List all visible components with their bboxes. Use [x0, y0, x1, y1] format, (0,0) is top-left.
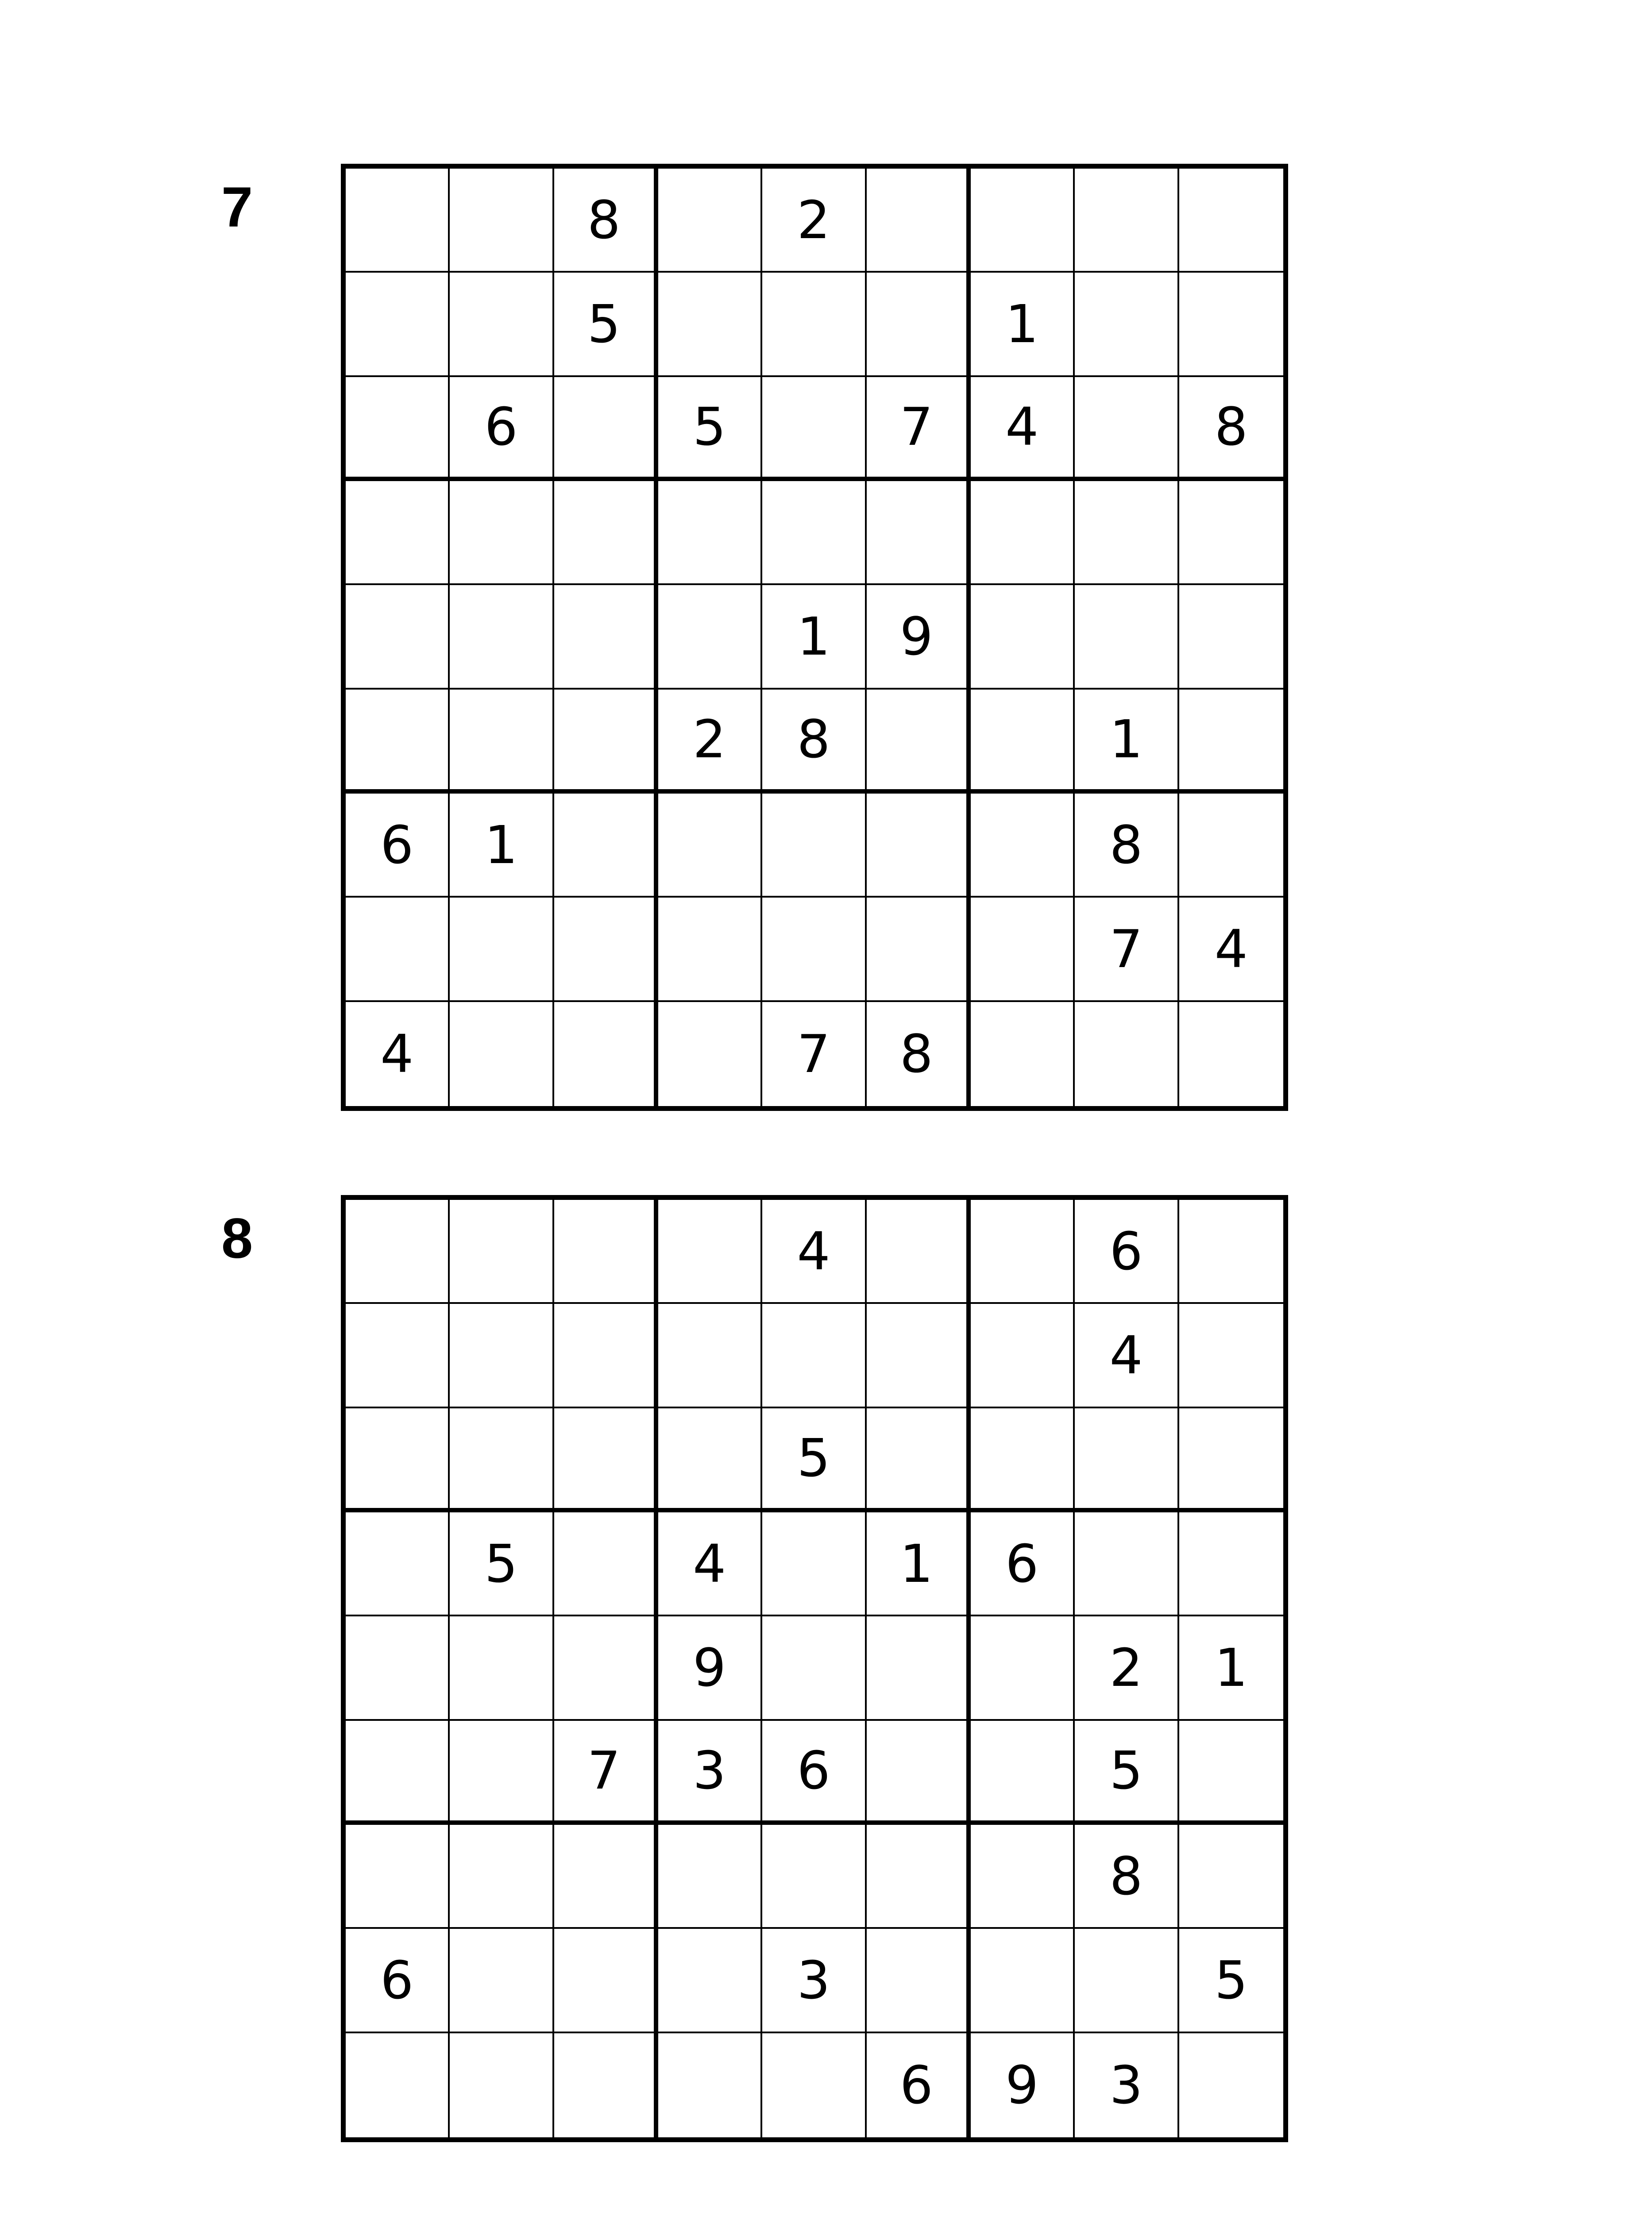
- sudoku-cell[interactable]: [658, 1002, 762, 1106]
- sudoku-cell[interactable]: [1179, 1825, 1283, 1929]
- sudoku-cell[interactable]: [554, 1616, 658, 1720]
- sudoku-cell[interactable]: [554, 690, 658, 794]
- sudoku-cell[interactable]: 8: [762, 690, 866, 794]
- sudoku-cell[interactable]: [971, 1721, 1075, 1825]
- sudoku-cell[interactable]: 6: [450, 377, 554, 481]
- sudoku-cell[interactable]: [1179, 1512, 1283, 1616]
- sudoku-cell[interactable]: [554, 377, 658, 481]
- sudoku-cell[interactable]: [450, 1721, 554, 1825]
- sudoku-cell[interactable]: [554, 481, 658, 585]
- sudoku-cell[interactable]: [762, 898, 866, 1002]
- sudoku-cell[interactable]: [346, 1721, 450, 1825]
- sudoku-cell[interactable]: [971, 794, 1075, 898]
- sudoku-cell[interactable]: [971, 898, 1075, 1002]
- sudoku-cell[interactable]: [762, 1616, 866, 1720]
- sudoku-cell[interactable]: 7: [867, 377, 971, 481]
- sudoku-cell[interactable]: [450, 1200, 554, 1304]
- sudoku-cell[interactable]: [1075, 585, 1179, 689]
- sudoku-cell[interactable]: [867, 1616, 971, 1720]
- sudoku-cell[interactable]: [1179, 585, 1283, 689]
- sudoku-cell[interactable]: [554, 1512, 658, 1616]
- sudoku-cell[interactable]: [1179, 1304, 1283, 1408]
- sudoku-cell[interactable]: 5: [1075, 1721, 1179, 1825]
- sudoku-cell[interactable]: [346, 690, 450, 794]
- sudoku-cell[interactable]: [554, 1200, 658, 1304]
- sudoku-cell[interactable]: 8: [1075, 794, 1179, 898]
- sudoku-cell[interactable]: [346, 1408, 450, 1512]
- sudoku-cell[interactable]: [554, 1825, 658, 1929]
- sudoku-cell[interactable]: [450, 585, 554, 689]
- sudoku-cell[interactable]: [1075, 169, 1179, 273]
- sudoku-cell[interactable]: [1075, 1408, 1179, 1512]
- sudoku-cell[interactable]: 6: [971, 1512, 1075, 1616]
- sudoku-cell[interactable]: [1075, 1929, 1179, 2033]
- sudoku-cell[interactable]: [971, 690, 1075, 794]
- sudoku-cell[interactable]: [762, 377, 866, 481]
- sudoku-cell[interactable]: [450, 1929, 554, 2033]
- sudoku-cell[interactable]: [867, 1825, 971, 1929]
- sudoku-cell[interactable]: 1: [971, 273, 1075, 377]
- sudoku-cell[interactable]: 4: [1075, 1304, 1179, 1408]
- sudoku-cell[interactable]: 5: [658, 377, 762, 481]
- sudoku-cell[interactable]: [450, 1408, 554, 1512]
- sudoku-cell[interactable]: 9: [658, 1616, 762, 1720]
- puzzle-number-label: 7: [221, 176, 253, 239]
- sudoku-cell[interactable]: [1179, 481, 1283, 585]
- sudoku-cell[interactable]: [554, 794, 658, 898]
- sudoku-cell[interactable]: [1075, 481, 1179, 585]
- sudoku-cell[interactable]: [867, 1200, 971, 1304]
- sudoku-cell[interactable]: 6: [762, 1721, 866, 1825]
- sudoku-cell[interactable]: 1: [1075, 690, 1179, 794]
- sudoku-cell[interactable]: 4: [1179, 898, 1283, 1002]
- sudoku-cell[interactable]: [971, 1616, 1075, 1720]
- sudoku-cell[interactable]: [1075, 1002, 1179, 1106]
- sudoku-board: [341, 164, 1288, 1111]
- sudoku-cell[interactable]: 3: [762, 1929, 866, 2033]
- sudoku-cell[interactable]: 9: [971, 2033, 1075, 2137]
- sudoku-cell[interactable]: 3: [658, 1721, 762, 1825]
- sudoku-cell[interactable]: [971, 1929, 1075, 2033]
- sudoku-cell[interactable]: [346, 481, 450, 585]
- sudoku-cell[interactable]: [450, 1616, 554, 1720]
- sudoku-cell[interactable]: [1179, 1002, 1283, 1106]
- sudoku-cell[interactable]: [346, 1616, 450, 1720]
- sudoku-cell[interactable]: [346, 1200, 450, 1304]
- sudoku-board: [341, 1195, 1288, 2142]
- sudoku-cell[interactable]: [658, 585, 762, 689]
- sudoku-cell[interactable]: [1179, 169, 1283, 273]
- sudoku-cell[interactable]: 3: [1075, 2033, 1179, 2137]
- sudoku-cell[interactable]: 4: [762, 1200, 866, 1304]
- sudoku-cell[interactable]: [554, 898, 658, 1002]
- sudoku-cell[interactable]: 6: [346, 794, 450, 898]
- puzzle-number-label: 8: [221, 1207, 253, 1270]
- sudoku-cell[interactable]: [867, 169, 971, 273]
- sudoku-cell[interactable]: 2: [762, 169, 866, 273]
- sudoku-cell[interactable]: [346, 273, 450, 377]
- sudoku-cell[interactable]: 1: [867, 1512, 971, 1616]
- sudoku-cell[interactable]: [1179, 1408, 1283, 1512]
- sudoku-cell[interactable]: [1179, 690, 1283, 794]
- sudoku-cell[interactable]: [554, 1002, 658, 1106]
- sudoku-cell[interactable]: 2: [658, 690, 762, 794]
- sudoku-cell[interactable]: [867, 690, 971, 794]
- sudoku-cell[interactable]: 2: [1075, 1616, 1179, 1720]
- sudoku-cell[interactable]: [658, 1825, 762, 1929]
- sudoku-cell[interactable]: 1: [450, 794, 554, 898]
- sudoku-cell[interactable]: [971, 1825, 1075, 1929]
- sudoku-cell[interactable]: [554, 1408, 658, 1512]
- sudoku-cell[interactable]: [1179, 2033, 1283, 2137]
- sudoku-cell[interactable]: 5: [554, 273, 658, 377]
- sudoku-cell[interactable]: [658, 481, 762, 585]
- sudoku-cell[interactable]: [867, 794, 971, 898]
- sudoku-cell[interactable]: [971, 481, 1075, 585]
- sudoku-cell[interactable]: [554, 585, 658, 689]
- sudoku-cell[interactable]: [450, 1002, 554, 1106]
- sudoku-cell[interactable]: [762, 1304, 866, 1408]
- sudoku-cell[interactable]: 8: [1075, 1825, 1179, 1929]
- sudoku-cell[interactable]: [867, 1304, 971, 1408]
- sudoku-cell[interactable]: [658, 2033, 762, 2137]
- sudoku-cell[interactable]: [971, 1002, 1075, 1106]
- sudoku-cell[interactable]: [658, 794, 762, 898]
- sudoku-cell[interactable]: [554, 1929, 658, 2033]
- sudoku-cell[interactable]: 8: [867, 1002, 971, 1106]
- sudoku-cell[interactable]: [450, 273, 554, 377]
- sudoku-cell[interactable]: 1: [1179, 1616, 1283, 1720]
- sudoku-cell[interactable]: [867, 273, 971, 377]
- sudoku-cell[interactable]: 5: [1179, 1929, 1283, 2033]
- sudoku-cell[interactable]: 8: [1179, 377, 1283, 481]
- sudoku-cell[interactable]: [762, 1512, 866, 1616]
- sudoku-cell[interactable]: [450, 690, 554, 794]
- sudoku-cell[interactable]: [1179, 1200, 1283, 1304]
- sudoku-cell[interactable]: [1075, 273, 1179, 377]
- sudoku-cell[interactable]: [450, 1825, 554, 1929]
- sudoku-cell[interactable]: [346, 898, 450, 1002]
- sudoku-cell[interactable]: 1: [762, 585, 866, 689]
- sudoku-cell[interactable]: [762, 1825, 866, 1929]
- sudoku-cell[interactable]: [346, 1825, 450, 1929]
- sudoku-cell[interactable]: [658, 273, 762, 377]
- sudoku-cell[interactable]: [867, 1408, 971, 1512]
- sudoku-cell[interactable]: [554, 1304, 658, 1408]
- sudoku-cell[interactable]: 9: [867, 585, 971, 689]
- sudoku-cell[interactable]: 5: [450, 1512, 554, 1616]
- sudoku-cell[interactable]: [658, 898, 762, 1002]
- sudoku-cell[interactable]: [971, 1304, 1075, 1408]
- sudoku-cell[interactable]: 6: [867, 2033, 971, 2137]
- sudoku-cell[interactable]: [867, 481, 971, 585]
- sudoku-cell[interactable]: [867, 1721, 971, 1825]
- sudoku-cell[interactable]: [658, 1408, 762, 1512]
- sudoku-cell[interactable]: [971, 585, 1075, 689]
- sudoku-cell[interactable]: 7: [554, 1721, 658, 1825]
- sudoku-cell[interactable]: 6: [346, 1929, 450, 2033]
- sudoku-cell[interactable]: 7: [1075, 898, 1179, 1002]
- sudoku-cell[interactable]: [762, 481, 866, 585]
- sudoku-cell[interactable]: 6: [1075, 1200, 1179, 1304]
- sudoku-cell[interactable]: [346, 169, 450, 273]
- sudoku-cell[interactable]: [1075, 1512, 1179, 1616]
- sudoku-cell[interactable]: [971, 1408, 1075, 1512]
- sudoku-cell[interactable]: 8: [554, 169, 658, 273]
- sudoku-cell[interactable]: [1179, 794, 1283, 898]
- sudoku-cell[interactable]: 7: [762, 1002, 866, 1106]
- sudoku-cell[interactable]: [867, 898, 971, 1002]
- sudoku-cell[interactable]: 4: [971, 377, 1075, 481]
- sudoku-cell[interactable]: [867, 1929, 971, 2033]
- sudoku-cell[interactable]: [971, 169, 1075, 273]
- sudoku-cell[interactable]: [346, 1304, 450, 1408]
- sudoku-cell[interactable]: [554, 2033, 658, 2137]
- sudoku-cell[interactable]: [1179, 273, 1283, 377]
- sudoku-cell[interactable]: [346, 2033, 450, 2137]
- sudoku-cell[interactable]: [346, 585, 450, 689]
- sudoku-cell[interactable]: [658, 1304, 762, 1408]
- sudoku-cell[interactable]: 4: [346, 1002, 450, 1106]
- sudoku-cell[interactable]: [1179, 1721, 1283, 1825]
- sudoku-cell[interactable]: [658, 1929, 762, 2033]
- sudoku-cell[interactable]: [450, 481, 554, 585]
- sudoku-cell[interactable]: [971, 1200, 1075, 1304]
- sudoku-cell[interactable]: [762, 794, 866, 898]
- sudoku-cell[interactable]: [450, 2033, 554, 2137]
- sudoku-cell[interactable]: [1075, 377, 1179, 481]
- sudoku-cell[interactable]: [658, 169, 762, 273]
- sudoku-cell[interactable]: [450, 1304, 554, 1408]
- sudoku-cell[interactable]: [762, 2033, 866, 2137]
- sudoku-cell[interactable]: [346, 1512, 450, 1616]
- sudoku-cell[interactable]: [658, 1200, 762, 1304]
- sudoku-cell[interactable]: [450, 169, 554, 273]
- sudoku-cell[interactable]: [450, 898, 554, 1002]
- sudoku-cell[interactable]: 4: [658, 1512, 762, 1616]
- sudoku-cell[interactable]: 5: [762, 1408, 866, 1512]
- sudoku-cell[interactable]: [346, 377, 450, 481]
- sudoku-cell[interactable]: [762, 273, 866, 377]
